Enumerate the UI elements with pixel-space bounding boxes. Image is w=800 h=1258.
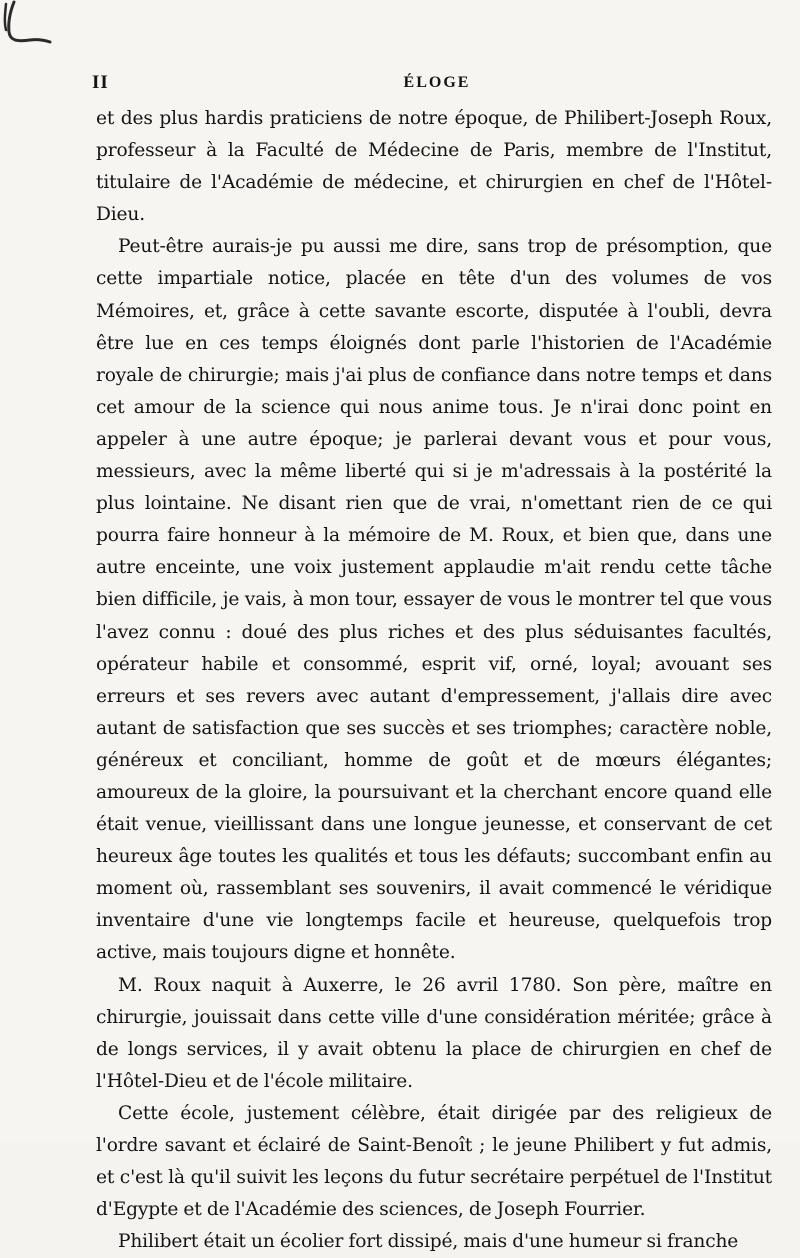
running-head (92, 72, 782, 96)
paragraph-5: Philibert était un écolier fort dissipé, mais d'une humeur si franche (118, 1231, 739, 1253)
page-number: II (92, 72, 109, 93)
ink-mark-icon (0, 0, 60, 55)
running-title: ÉLOGE (403, 74, 471, 91)
paragraph-2: Peut-être aurais-je pu aussi me dire, sans trop de présomption, que cette impartiale notice, placée en tête d'un des volumes de vos Mémoires, et, grâce à cette savante escorte, disputée à l'oubli, devra être lue en ces temps éloignés dont parle l'historien de l'Académie royale de chirurgie; mais j'ai plus de confiance dans notre temps et dans cet amour de la science qui nous anime tous. Je n'irai donc point en appeler à une autre époque; je parlerai devant vous et pour vous, messieurs, avec la même liberté qui si je m'adressais à la postérité la plus lointaine. Ne disant rien que de vrai, n'omettant rien de ce qui pourra faire honneur à la mémoire de M. Roux, et bien que, dans une autre enceinte, une voix justement applaudie m'ait rendu cette tâche bien difficile, je vais, à mon tour, essayer de vous le montrer tel que vous l'avez connu : doué des plus riches et des plus séduisantes facultés, opérateur habile et consommé, esprit vif, orné, loyal; avouant ses erreurs et ses revers avec autant d'empressement, j'allais dire avec autant de satisfaction que ses succès et ses triomphes; caractère noble, généreux et conciliant, homme de goût et de mœurs élégantes; amoureux de la gloire, la poursuivant et la cherchant encore quand elle était venue, vieillissant dans une longue jeunesse, et conservant de cet heureux âge toutes les qualités et tous les défauts; succombant enfin au moment où, rassemblant ses souvenirs, il avait commencé le véridique inventaire d'une vie longtemps facile et heureuse, quelquefois trop active, mais toujours digne et honnête. (96, 236, 772, 964)
paragraph-1: et des plus hardis praticiens de notre époque, de Philibert-Joseph Roux, professeur à la Faculté de Médecine de Paris, membre de l'Institut, titulaire de l'Académie de médecine, et chirurgien en chef de l'Hôtel-Dieu. (96, 108, 772, 226)
paragraph-4: Cette école, justement célèbre, était dirigée par des religieux de l'ordre savant et éclairé de Saint-Benoît ; le jeune Philibert y fut admis, et c'est là qu'il suivit les leçons du futur secrétaire perpétuel de l'Institut d'Egypte et de l'Académie des sciences, de Joseph Fourrier. (96, 1102, 772, 1221)
paragraph-3: M. Roux naquit à Auxerre, le 26 avril 1780. Son père, maître en chirurgie, jouissait dans cette ville d'une considération méritée; grâce à de longs services, il y avait obtenu la place de chirurgien en chef de l'Hôtel-Dieu et de l'école militaire. (96, 974, 772, 1092)
body-text (96, 103, 772, 1258)
